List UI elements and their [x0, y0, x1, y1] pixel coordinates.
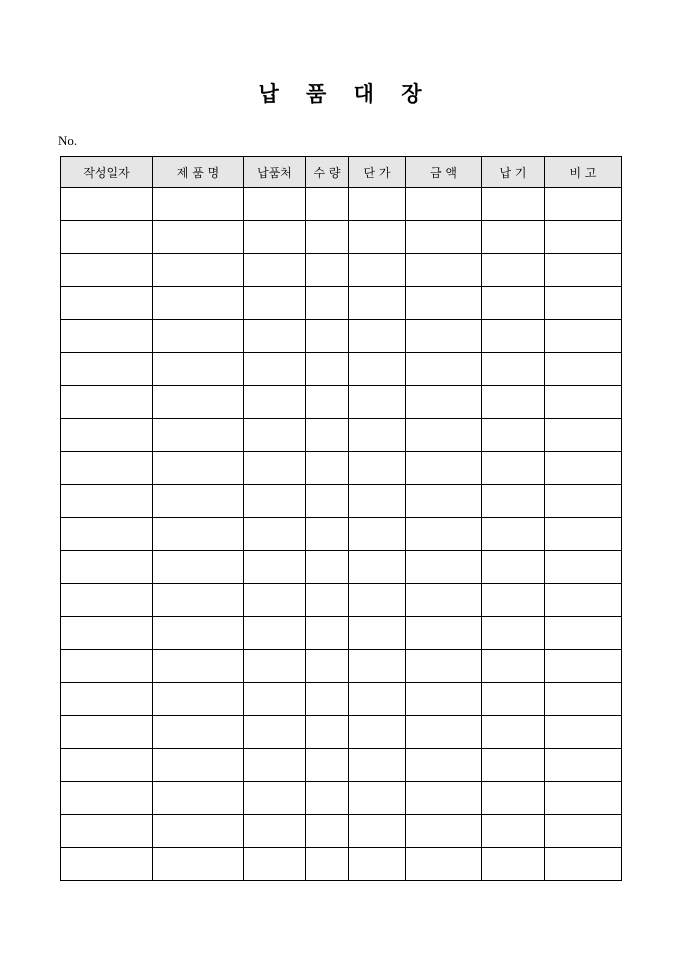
table-cell[interactable] — [306, 452, 349, 485]
table-cell[interactable] — [482, 584, 545, 617]
table-cell[interactable] — [153, 419, 244, 452]
table-cell[interactable] — [406, 782, 482, 815]
table-row — [61, 650, 622, 683]
table-cell[interactable] — [482, 287, 545, 320]
table-cell[interactable] — [349, 452, 406, 485]
column-header-product: 제 품 명 — [153, 157, 244, 188]
table-cell[interactable] — [61, 848, 153, 881]
table-cell[interactable] — [61, 353, 153, 386]
table-row — [61, 221, 622, 254]
table-cell[interactable] — [61, 320, 153, 353]
table-cell[interactable] — [545, 518, 622, 551]
table-cell[interactable] — [349, 650, 406, 683]
table-cell[interactable] — [153, 287, 244, 320]
table-cell[interactable] — [244, 683, 306, 716]
table-row — [61, 287, 622, 320]
table-cell[interactable] — [482, 815, 545, 848]
table-cell[interactable] — [482, 650, 545, 683]
table-row — [61, 782, 622, 815]
table-cell[interactable] — [406, 287, 482, 320]
table-cell[interactable] — [153, 584, 244, 617]
table-cell[interactable] — [482, 386, 545, 419]
table-cell[interactable] — [482, 452, 545, 485]
table-row — [61, 419, 622, 452]
table-cell[interactable] — [545, 485, 622, 518]
table-cell[interactable] — [545, 617, 622, 650]
table-cell[interactable] — [349, 518, 406, 551]
table-cell[interactable] — [306, 584, 349, 617]
table-cell[interactable] — [153, 320, 244, 353]
table-cell[interactable] — [406, 188, 482, 221]
table-cell[interactable] — [244, 254, 306, 287]
table-cell[interactable] — [545, 782, 622, 815]
table-cell[interactable] — [61, 617, 153, 650]
table-cell[interactable] — [482, 551, 545, 584]
column-header-unit-price: 단 가 — [349, 157, 406, 188]
table-cell[interactable] — [244, 782, 306, 815]
table-cell[interactable] — [482, 683, 545, 716]
table-cell[interactable] — [349, 188, 406, 221]
table-cell[interactable] — [244, 452, 306, 485]
table-cell[interactable] — [406, 518, 482, 551]
table-row — [61, 683, 622, 716]
column-header-remarks: 비 고 — [545, 157, 622, 188]
column-header-due-date: 납 기 — [482, 157, 545, 188]
table-cell[interactable] — [482, 254, 545, 287]
table-cell[interactable] — [545, 848, 622, 881]
delivery-ledger-table — [60, 156, 622, 881]
table-cell[interactable] — [153, 683, 244, 716]
table-cell[interactable] — [349, 815, 406, 848]
table-cell[interactable] — [306, 287, 349, 320]
table-cell[interactable] — [482, 188, 545, 221]
table-cell[interactable] — [482, 749, 545, 782]
table-cell[interactable] — [349, 320, 406, 353]
table-cell[interactable] — [61, 287, 153, 320]
table-cell[interactable] — [244, 749, 306, 782]
table-cell[interactable] — [306, 551, 349, 584]
column-header-date: 작성일자 — [61, 157, 153, 188]
table-cell[interactable] — [482, 518, 545, 551]
table-cell[interactable] — [406, 617, 482, 650]
table-cell[interactable] — [406, 386, 482, 419]
table-row — [61, 386, 622, 419]
table-cell[interactable] — [153, 815, 244, 848]
table-row — [61, 188, 622, 221]
table-row — [61, 749, 622, 782]
table-cell[interactable] — [153, 254, 244, 287]
table-cell[interactable] — [306, 188, 349, 221]
table-cell[interactable] — [61, 782, 153, 815]
table-cell[interactable] — [61, 815, 153, 848]
table-cell[interactable] — [61, 386, 153, 419]
table-cell[interactable] — [153, 386, 244, 419]
table-cell[interactable] — [545, 419, 622, 452]
table-cell[interactable] — [306, 419, 349, 452]
table-row — [61, 815, 622, 848]
table-cell[interactable] — [545, 749, 622, 782]
table-cell[interactable] — [545, 254, 622, 287]
page-title: 납 품 대 장 — [258, 81, 432, 106]
table-cell[interactable] — [306, 518, 349, 551]
table-cell[interactable] — [153, 848, 244, 881]
table-cell[interactable] — [61, 749, 153, 782]
table-cell[interactable] — [482, 617, 545, 650]
table-cell[interactable] — [349, 221, 406, 254]
table-cell[interactable] — [153, 452, 244, 485]
table-cell[interactable] — [406, 485, 482, 518]
table-cell[interactable] — [153, 551, 244, 584]
table-cell[interactable] — [244, 485, 306, 518]
table-cell[interactable] — [244, 518, 306, 551]
table-cell[interactable] — [482, 320, 545, 353]
table-cell[interactable] — [406, 716, 482, 749]
table-cell[interactable] — [406, 320, 482, 353]
table-row — [61, 716, 622, 749]
table-row — [61, 452, 622, 485]
table-cell[interactable] — [61, 221, 153, 254]
table-cell[interactable] — [306, 650, 349, 683]
table-cell[interactable] — [244, 584, 306, 617]
table-cell[interactable] — [306, 254, 349, 287]
table-cell[interactable] — [153, 716, 244, 749]
table-cell[interactable] — [406, 683, 482, 716]
table-cell[interactable] — [61, 518, 153, 551]
table-cell[interactable] — [61, 188, 153, 221]
table-cell[interactable] — [349, 617, 406, 650]
column-header-recipient: 납품처 — [244, 157, 306, 188]
table-cell[interactable] — [406, 749, 482, 782]
table-cell[interactable] — [244, 650, 306, 683]
table-row — [61, 254, 622, 287]
table-cell[interactable] — [153, 782, 244, 815]
table-cell[interactable] — [545, 386, 622, 419]
table-cell[interactable] — [545, 551, 622, 584]
table-cell[interactable] — [61, 485, 153, 518]
table-cell[interactable] — [153, 221, 244, 254]
table-cell[interactable] — [244, 815, 306, 848]
table-cell[interactable] — [406, 419, 482, 452]
table-cell[interactable] — [545, 320, 622, 353]
table-cell[interactable] — [545, 221, 622, 254]
table-cell[interactable] — [406, 815, 482, 848]
table-cell[interactable] — [349, 287, 406, 320]
table-cell[interactable] — [244, 353, 306, 386]
table-cell[interactable] — [406, 650, 482, 683]
table-cell[interactable] — [153, 749, 244, 782]
table-cell[interactable] — [406, 221, 482, 254]
table-body — [61, 188, 622, 881]
table-cell[interactable] — [306, 485, 349, 518]
table-cell[interactable] — [545, 353, 622, 386]
table-cell[interactable] — [153, 353, 244, 386]
table-cell[interactable] — [61, 650, 153, 683]
table-cell[interactable] — [349, 551, 406, 584]
table-cell[interactable] — [306, 221, 349, 254]
table-cell[interactable] — [153, 617, 244, 650]
table-cell[interactable] — [349, 254, 406, 287]
table-row — [61, 584, 622, 617]
table-row — [61, 353, 622, 386]
table-cell[interactable] — [406, 551, 482, 584]
table-cell[interactable] — [306, 617, 349, 650]
table-cell[interactable] — [545, 815, 622, 848]
table-cell[interactable] — [482, 782, 545, 815]
table-cell[interactable] — [244, 419, 306, 452]
table-cell[interactable] — [244, 716, 306, 749]
table-cell[interactable] — [349, 485, 406, 518]
table-row — [61, 320, 622, 353]
table-cell[interactable] — [61, 419, 153, 452]
table-cell[interactable] — [153, 485, 244, 518]
table-cell[interactable] — [349, 848, 406, 881]
table-cell[interactable] — [406, 254, 482, 287]
table-cell[interactable] — [406, 584, 482, 617]
table-row — [61, 518, 622, 551]
table-cell[interactable] — [545, 452, 622, 485]
table-cell[interactable] — [349, 749, 406, 782]
table-cell[interactable] — [406, 848, 482, 881]
table-cell[interactable] — [61, 683, 153, 716]
table-cell[interactable] — [406, 353, 482, 386]
table-cell[interactable] — [244, 221, 306, 254]
table-cell[interactable] — [244, 287, 306, 320]
table-cell[interactable] — [61, 551, 153, 584]
table-cell[interactable] — [306, 353, 349, 386]
table-cell[interactable] — [482, 716, 545, 749]
document-number-label: No. — [58, 133, 78, 148]
table-cell[interactable] — [306, 716, 349, 749]
table-cell[interactable] — [482, 419, 545, 452]
table-cell[interactable] — [244, 848, 306, 881]
table-cell[interactable] — [244, 386, 306, 419]
table-header-row — [61, 157, 622, 188]
table-cell[interactable] — [153, 650, 244, 683]
table-cell[interactable] — [61, 584, 153, 617]
table-cell[interactable] — [349, 782, 406, 815]
table-cell[interactable] — [244, 320, 306, 353]
table-row — [61, 617, 622, 650]
table-cell[interactable] — [406, 452, 482, 485]
table-cell[interactable] — [482, 848, 545, 881]
table-cell[interactable] — [545, 683, 622, 716]
table-cell[interactable] — [349, 386, 406, 419]
table-cell[interactable] — [349, 353, 406, 386]
table-cell[interactable] — [153, 518, 244, 551]
table-cell[interactable] — [244, 551, 306, 584]
table-cell[interactable] — [61, 716, 153, 749]
table-cell[interactable] — [349, 419, 406, 452]
table-cell[interactable] — [306, 386, 349, 419]
table-cell[interactable] — [482, 485, 545, 518]
table-cell[interactable] — [306, 782, 349, 815]
table-cell[interactable] — [306, 848, 349, 881]
table-cell[interactable] — [244, 617, 306, 650]
table-cell[interactable] — [306, 749, 349, 782]
table-cell[interactable] — [545, 287, 622, 320]
table-cell[interactable] — [306, 815, 349, 848]
table-cell[interactable] — [482, 221, 545, 254]
table-cell[interactable] — [545, 716, 622, 749]
table-cell[interactable] — [545, 584, 622, 617]
table-cell[interactable] — [306, 683, 349, 716]
table-cell[interactable] — [482, 353, 545, 386]
table-row — [61, 848, 622, 881]
table-cell[interactable] — [545, 650, 622, 683]
table-cell[interactable] — [545, 188, 622, 221]
table-cell[interactable] — [349, 716, 406, 749]
table-row — [61, 551, 622, 584]
table-cell[interactable] — [349, 683, 406, 716]
table-cell[interactable] — [153, 188, 244, 221]
table-cell[interactable] — [61, 452, 153, 485]
column-header-quantity: 수 량 — [306, 157, 349, 188]
column-header-amount: 금 액 — [406, 157, 482, 188]
table-cell[interactable] — [244, 188, 306, 221]
table-cell[interactable] — [306, 320, 349, 353]
table-cell[interactable] — [61, 254, 153, 287]
table-row — [61, 485, 622, 518]
table-cell[interactable] — [349, 584, 406, 617]
